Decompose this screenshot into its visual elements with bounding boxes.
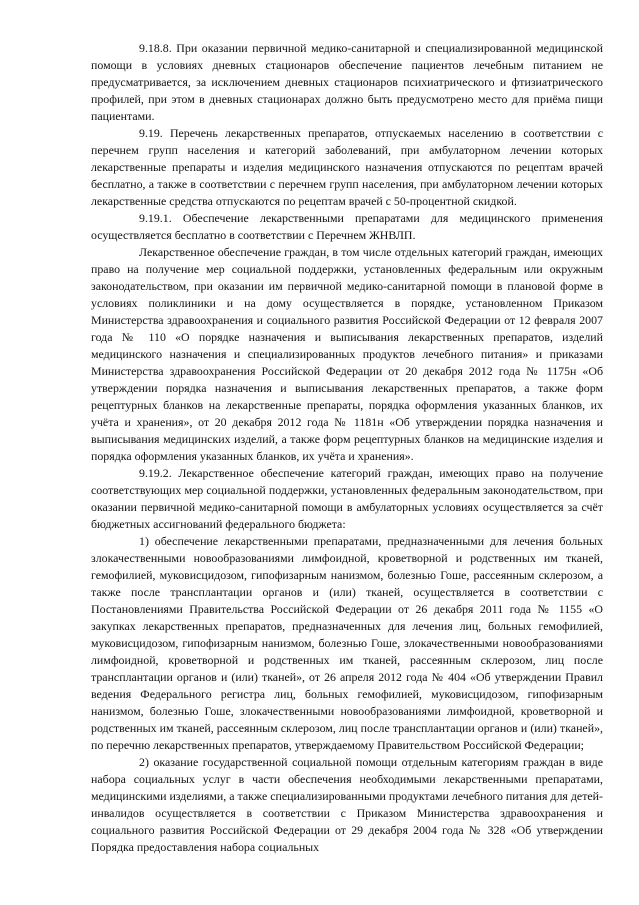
list-item-2: 2) оказание государственной социальной помощи отдельным категориям граждан в виде набора социальных услуг в части обеспечения необходимыми лекарственными препаратами, медицинскими изделиями, а также специализированными продуктами лечебного питания для детей-инвалидов осуществляется в соответствии с Приказом Министерства здравоохранения и социального развития Российской Федерации от 29 декабря 2004 года № 328 «Об утверждении Порядка предоставления набора социальных xyxy=(91,755,603,854)
paragraph-drug-supply: Лекарственное обеспечение граждан, в том числе отдельных категорий граждан, имеющих право на получение мер социальной поддержки, установленных федеральным или окружным законодательством, при оказании им первичной медико-санитарной помощи в плановой форме в условиях поликлиники и на дому осуществляется в порядке, установленном Приказом Министерства здравоохранения и социального развития Российской Федерации от 12 февраля 2007 года № 110 «О порядке назначения и выписывания лекарственных препаратов, изделий медицинского назначения и специализированных продуктов лечебного питания» и приказами Министерства здравоохранения Российской Федерации от 20 декабря 2012 года № 1175н «Об утверждении порядка назначения и выписывания лекарственных препаратов, а также форм рецептурных бланков на лекарственные препараты, порядка оформления указанных бланков, их учёта и хранения», от 20 декабря 2012 года № 1181н «Об утверждении порядка назначения и выписывания медицинских изделий, а также форм рецептурных бланков на медицинские изделия и порядка оформления указанных бланков, их учёта и хранения». xyxy=(91,245,603,463)
paragraph-9-19: 9.19. Перечень лекарственных препаратов, отпускаемых населению в соответствии с перечнем групп населения и категорий заболеваний, при амбулаторном лечении которых лекарственные препараты и изделия медицинского назначения отпускаются по рецептам врачей бесплатно, а также в соответствии с перечнем групп населения, при амбулаторном лечении которых лекарственные средства отпускаются по рецептам врачей с 50-процентной скидкой. xyxy=(91,126,603,208)
list-item-1: 1) обеспечение лекарственными препаратами, предназначенными для лечения больных злокачественными новообразованиями лимфоидной, кроветворной и родственных им тканей, гемофилией, муковисцидозом, гипофизарным нанизмом, болезнью Гоше, рассеянным склерозом, а также после трансплантации органов и (или) тканей, осуществляется в соответствии с Постановлениями Правительства Российской Федерации от 26 декабря 2011 года № 1155 «О закупках лекарственных препаратов, предназначенных для лечения лиц, больных гемофилией, муковисцидозом, гипофизарным нанизмом, болезнью Гоше, злокачественными новообразованиями лимфоидной, кроветворной и родственных им тканей, рассеянным склерозом, лиц после трансплантации органов и (или) тканей», от 26 апреля 2012 года № 404 «Об утверждении Правил ведения Федерального регистра лиц, больных гемофилией, муковисцидозом, гипофизарным нанизмом, болезнью Гоше, злокачественными новообразованиями лимфоидной, кроветворной и родственных им тканей, рассеянным склерозом, лиц после трансплантации органов и (или) тканей», по перечню лекарственных препаратов, утверждаемому Правительством Российской Федерации; xyxy=(91,534,603,752)
document-page xyxy=(91,40,603,856)
paragraph-9-19-1: 9.19.1. Обеспечение лекарственными препаратами для медицинского применения осуществляется бесплатно в соответствии с Перечнем ЖНВЛП. xyxy=(91,211,603,242)
paragraph-9-18-8: 9.18.8. При оказании первичной медико-санитарной и специализированной медицинской помощи в условиях дневных стационаров обеспечение пациентов лечебным питанием не предусматривается, за исключением дневных стационаров психиатрического и фтизиатрического профилей, при этом в дневных стационарах должно быть предусмотрено место для приёма пищи пациентами. xyxy=(91,41,603,123)
paragraph-9-19-2: 9.19.2. Лекарственное обеспечение категорий граждан, имеющих право на получение соответствующих мер социальной поддержки, установленных федеральным законодательством, при оказании первичной медико-санитарной помощи в амбулаторных условиях осуществляется за счёт бюджетных ассигнований федерального бюджета: xyxy=(91,466,603,531)
